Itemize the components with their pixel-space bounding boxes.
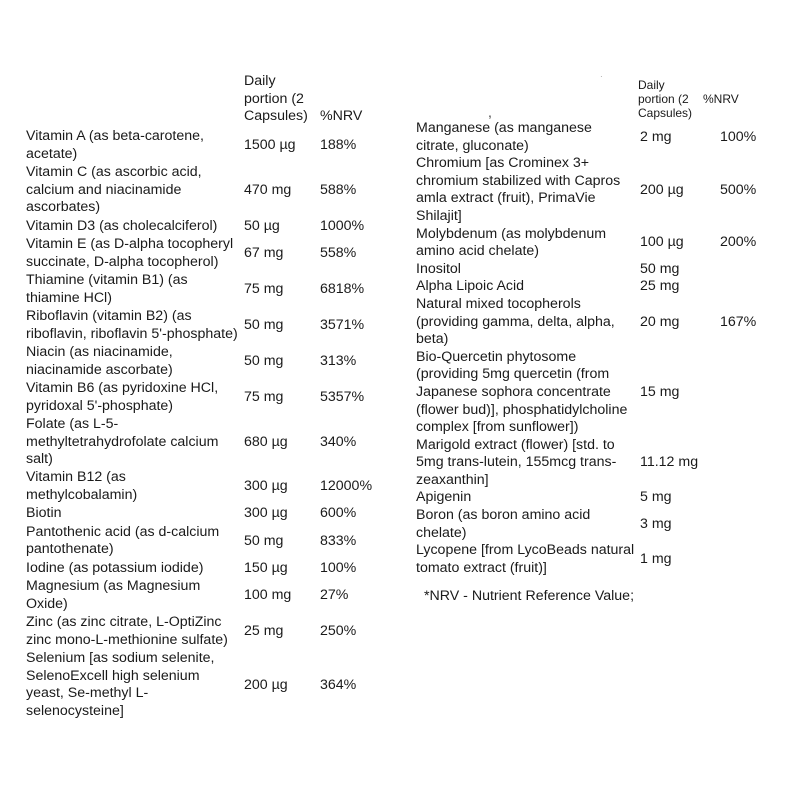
nutrient-name: Marigold extract (flower) [std. to 5mg trans-lutein, 155mcg trans-zeaxanthin] xyxy=(416,436,617,488)
table-row xyxy=(416,507,768,542)
table-row xyxy=(416,155,768,225)
table-row xyxy=(26,578,382,614)
right-nutrition-panel xyxy=(416,72,776,605)
nutrient-nrv: 3571% xyxy=(320,316,365,333)
table-row xyxy=(26,650,382,721)
nutrient-amount: 15 mg xyxy=(640,383,680,400)
nutrient-amount: 470 mg xyxy=(244,181,292,198)
nutrient-nrv: 167% xyxy=(720,313,757,330)
nutrient-amount: 11.12 mg xyxy=(640,454,699,471)
nutrient-name: Riboflavin (vitamin B2) (as riboflavin, riboflavin 5'-phosphate) xyxy=(26,308,238,342)
table-row xyxy=(26,380,382,416)
nutrient-amount: 50 mg xyxy=(244,532,284,549)
table-row xyxy=(416,349,768,437)
nutrient-nrv: 188% xyxy=(320,136,357,153)
table-row xyxy=(26,614,382,650)
left-table-header-row xyxy=(26,73,382,128)
nutrient-name: Folate (as L-5-methyltetrahydrofolate calcium salt) xyxy=(26,415,219,468)
nutrient-nrv: 558% xyxy=(320,244,357,261)
nutrient-name: Chromium [as Crominex 3+ chromium stabilized with Capros amla extract (fruit), PrimaVie Shilajit] xyxy=(416,155,621,224)
nutrient-amount: 300 µg xyxy=(244,478,288,495)
nutrient-nrv xyxy=(712,437,768,490)
nutrient-nrv xyxy=(712,507,768,542)
table-row xyxy=(26,344,382,380)
nutrient-amount: 300 µg xyxy=(244,505,288,522)
nutrient-amount: 75 mg xyxy=(244,280,284,297)
nutrient-name: Manganese (as manganese citrate, gluconate) xyxy=(416,120,592,154)
right-table-header xyxy=(416,72,776,120)
nutrient-nrv: 364% xyxy=(320,676,357,693)
nutrient-nrv: 6818% xyxy=(320,280,365,297)
table-row xyxy=(26,217,382,235)
table-row xyxy=(416,278,768,296)
table-row xyxy=(26,272,382,308)
nutrient-name: Natural mixed tocopherols (providing gamma, delta, alpha, beta) xyxy=(416,295,615,348)
nutrient-name: Vitamin B12 (as methylcobalamin) xyxy=(26,469,138,504)
table-row xyxy=(416,120,768,155)
table-row xyxy=(416,437,768,490)
nutrient-name: Biotin xyxy=(26,505,62,522)
table-row xyxy=(416,296,768,349)
nutrient-name: Selenium [as sodium selenite, SelenoExcell high selenium yeast, Se-methyl L-selenocysteine] xyxy=(26,650,215,719)
nutrient-amount: 20 mg xyxy=(640,313,680,330)
left-nutrition-table xyxy=(26,73,382,721)
nutrient-name: Apigenin xyxy=(416,489,472,506)
right-header-nrv: %NRV xyxy=(703,92,739,106)
nutrient-amount: 50 mg xyxy=(244,352,284,369)
table-row xyxy=(26,164,382,218)
nutrient-nrv: 588% xyxy=(320,181,357,198)
nrv-footnote: *NRV - Nutrient Reference Value; xyxy=(424,588,635,605)
cut-off-text-fragment: , xyxy=(488,112,492,120)
nutrient-amount: 75 mg xyxy=(244,388,284,405)
table-row xyxy=(26,505,382,523)
nutrient-name: Molybdenum (as molybdenum amino acid chelate) xyxy=(416,225,607,260)
nutrient-amount: 1 mg xyxy=(640,551,672,568)
nutrient-amount: 50 mg xyxy=(640,260,680,277)
nutrient-name: Iodine (as potassium iodide) xyxy=(26,559,204,576)
nutrient-nrv xyxy=(712,489,768,507)
nutrient-name: Niacin (as niacinamide, niacinamide ascorbate) xyxy=(26,343,173,378)
nutrient-nrv: 200% xyxy=(720,234,757,251)
nutrient-nrv: 100% xyxy=(720,128,757,145)
right-nutrition-table xyxy=(416,120,768,577)
table-row xyxy=(26,308,382,344)
table-row xyxy=(416,226,768,261)
nutrient-name: Bio-Quercetin phytosome (providing 5mg quercetin (from Japanese sophora concentrate (flower bud)], phosphatidylcholine complex [from sunflower]) xyxy=(416,348,628,436)
nutrient-nrv xyxy=(712,349,768,437)
table-row xyxy=(26,523,382,559)
nutrient-nrv xyxy=(712,278,768,296)
nutrient-nrv: 27% xyxy=(320,586,349,603)
left-nutrition-panel xyxy=(26,73,386,721)
table-row xyxy=(26,559,382,577)
nutrient-amount: 5 mg xyxy=(640,489,672,506)
table-row xyxy=(416,542,768,577)
nutrient-amount: 1500 µg xyxy=(244,136,296,153)
nutrient-nrv: 5357% xyxy=(320,388,365,405)
nutrient-amount: 200 µg xyxy=(244,676,288,693)
nutrient-nrv: 250% xyxy=(320,622,357,639)
nutrient-name: Vitamin A (as beta-carotene, acetate) xyxy=(26,128,204,162)
nutrient-name: Boron (as boron amino acid chelate) xyxy=(416,507,591,541)
table-row xyxy=(26,416,382,470)
table-row xyxy=(26,236,382,272)
nutrient-nrv xyxy=(712,261,768,279)
nutrient-amount: 2 mg xyxy=(640,128,672,145)
nutrient-amount: 67 mg xyxy=(244,244,284,261)
nutrient-amount: 200 µg xyxy=(640,181,684,198)
nutrient-name: Zinc (as zinc citrate, L-OptiZinc zinc mono-L-methionine sulfate) xyxy=(26,614,228,648)
nutrient-nrv xyxy=(712,542,768,577)
nutrient-nrv: 833% xyxy=(320,532,357,549)
left-header-name xyxy=(26,73,242,128)
table-row xyxy=(416,261,768,279)
nutrient-name: Magnesium (as Magnesium Oxide) xyxy=(26,578,201,612)
nutrient-nrv: 313% xyxy=(320,352,357,369)
nutrient-nrv: 12000% xyxy=(320,478,373,495)
nutrient-amount: 100 mg xyxy=(244,586,292,603)
left-header-daily-portion: Daily portion (2 Capsules) xyxy=(244,73,308,125)
table-row xyxy=(26,128,382,164)
nutrient-name: Lycopene [from LycoBeads natural tomato extract (fruit)] xyxy=(416,542,635,576)
nutrient-name: Vitamin C (as ascorbic acid, calcium and niacinamide ascorbates) xyxy=(26,164,202,216)
nutrient-amount: 25 mg xyxy=(640,278,680,295)
table-row xyxy=(26,469,382,505)
nutrient-name: Pantothenic acid (as d-calcium pantothenate) xyxy=(26,523,220,558)
nutrient-amount: 50 mg xyxy=(244,316,284,333)
nutrient-name: Alpha Lipoic Acid xyxy=(416,278,525,295)
nutrient-nrv: 600% xyxy=(320,505,357,522)
scan-artifact-dot: · xyxy=(600,72,603,81)
nutrient-nrv: 100% xyxy=(320,559,357,576)
nutrient-nrv: 340% xyxy=(320,433,357,450)
nutrient-amount: 150 µg xyxy=(244,559,288,576)
nutrient-name: Vitamin B6 (as pyridoxine HCl, pyridoxal 5'-phosphate) xyxy=(26,379,219,414)
nutrient-nrv: 1000% xyxy=(320,217,365,234)
nutrient-nrv: 500% xyxy=(720,181,757,198)
left-header-nrv: %NRV xyxy=(320,108,363,125)
nutrient-name: Inositol xyxy=(416,260,461,277)
table-row xyxy=(416,489,768,507)
right-header-daily-portion: Daily portion (2 Capsules) xyxy=(638,78,693,120)
nutrient-name: Vitamin D3 (as cholecalciferol) xyxy=(26,217,218,234)
nutrient-amount: 680 µg xyxy=(244,433,288,450)
nutrient-amount: 100 µg xyxy=(640,234,684,251)
nutrient-amount: 50 µg xyxy=(244,217,280,234)
nutrient-amount: 25 mg xyxy=(244,622,284,639)
nutrient-amount: 3 mg xyxy=(640,515,672,532)
nutrient-name: Vitamin E (as D-alpha tocopheryl succinate, D-alpha tocopherol) xyxy=(26,236,234,270)
nutrient-name: Thiamine (vitamin B1) (as thiamine HCl) xyxy=(26,272,188,306)
